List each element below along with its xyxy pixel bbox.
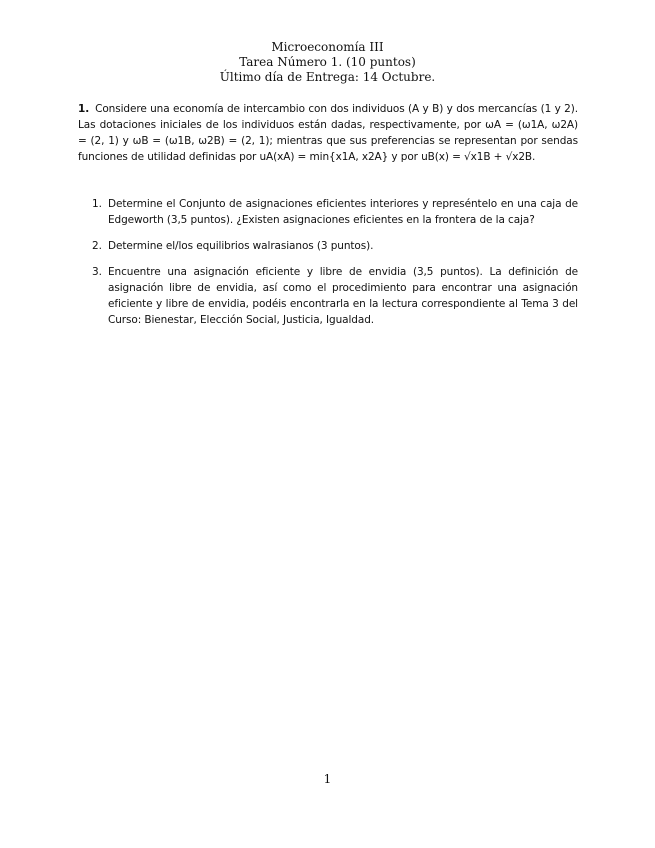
task-marker: 1. (92, 198, 102, 210)
problem-statement (78, 101, 578, 165)
assignment-title: Tarea Número 1. (10 puntos) (239, 55, 416, 69)
document-header (0, 40, 655, 85)
course-title: Microeconomía III (271, 40, 384, 54)
problem-number: 1. (78, 103, 90, 115)
task-text: Encuentre una asignación eficiente y libre de envidia (3,5 puntos). La definición de asignación libre de envidia, así como el procedimiento para encontrar una asignación eficiente y libre de envidia, podéis encontrarla en la lectura correspondiente al Tema 3 del Curso: Bienestar, Elección Social, Justicia, Igualdad. (108, 266, 578, 326)
task-item (92, 238, 578, 254)
task-marker: 2. (92, 240, 102, 252)
task-text: Determine el/los equilibrios walrasianos (3 puntos). (108, 240, 374, 252)
task-item (92, 196, 578, 228)
page-number: 1 (323, 772, 332, 786)
task-list (92, 196, 578, 338)
task-item (92, 264, 578, 328)
task-text: Determine el Conjunto de asignaciones eficientes interiores y represéntelo en una caja de Edgeworth (3,5 puntos). ¿Existen asignaciones eficientes en la frontera de la caja? (108, 198, 578, 226)
problem-intro: Considere una economía de intercambio con dos individuos (A y B) y dos mercancías (1 y 2). Las dotaciones iniciales de los individuos están dadas, respectivamente, por ωA = (ω1A, ω2A) = (2, 1) y ωB = (ω1B, ω2B) = (2, 1); mientras que sus preferencias se representan por sendas funciones de utilidad definidas por uA(xA) = min{x1A, x2A} y por uB(x) = √x1B + √x2B. (78, 103, 578, 163)
deadline-line: Último día de Entrega: 14 Octubre. (219, 70, 436, 84)
task-marker: 3. (92, 266, 102, 278)
